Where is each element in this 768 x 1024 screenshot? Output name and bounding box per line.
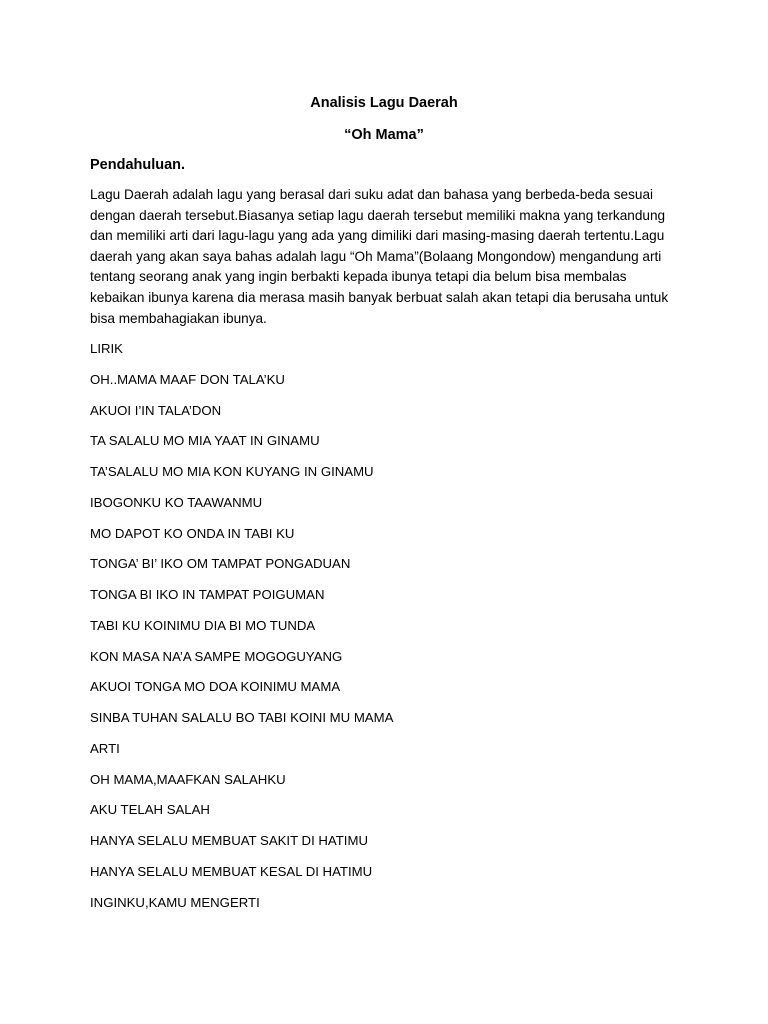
translation-line: HANYA SELALU MEMBUAT SAKIT DI HATIMU [90,833,368,848]
section-heading: Pendahuluan. [90,157,186,173]
lyric-line: TA SALALU MO MIA YAAT IN GINAMU [90,433,320,449]
lyric-line: MO DAPOT KO ONDA IN TABI KU [90,525,295,541]
lyric-line: TA’SALALU MO MIA KON KUYANG IN GINAMU [90,464,374,479]
translation-line: HANYA SELALU MEMBUAT KESAL DI HATIMU [90,863,373,879]
intro-line: dengan daerah tersebut.Biasanya setiap lagu daerah tersebut memiliki makna yang terkandung [90,207,666,223]
lyric-line: AKUOI TONGA MO DOA KOINIMU MAMA [90,679,341,695]
intro-line: kebaikan ibunya karena dia merasa masih banyak berbuat salah akan tetapi dia berusaha untuk [90,289,669,305]
lyric-line: TONGA’ BI’ IKO OM TAMPAT PONGADUAN [90,556,351,572]
translation-line: INGINKU,KAMU MENGERTI [90,894,260,910]
lyric-line: TABI KU KOINIMU DIA BI MO TUNDA [90,617,316,633]
lyric-line: TONGA BI IKO IN TAMPAT POIGUMAN [90,587,325,602]
lyric-line: KON MASA NA’A SAMPE MOGOGUYANG [90,648,343,664]
lyric-line: AKUOI I’IN TALA’DON [90,402,222,418]
translation-line: AKU TELAH SALAH [90,802,210,818]
intro-line: Lagu Daerah adalah lagu yang berasal dari suku adat dan bahasa yang berbeda-beda sesuai [90,187,654,202]
document-title: Analisis Lagu Daerah [310,95,458,111]
lyrics-label: LIRIK [90,341,123,356]
lyric-line: SINBA TUHAN SALALU BO TABI KOINI MU MAMA [90,710,394,725]
translation-line: OH MAMA,MAAFKAN SALAHKU [90,771,286,787]
translation-label: ARTI [90,740,120,756]
lyrics-list [90,340,690,924]
intro-paragraph [90,185,682,329]
intro-line: bisa membahagiakan ibunya. [90,310,267,326]
song-title: “Oh Mama” [344,127,424,143]
intro-line: daerah yang akan saya bahas adalah lagu “Oh Mama”(Bolaang Mongondow) mengandung arti [90,248,662,264]
intro-line: dan memiliki arti dari lagu-lagu yang ada yang dimiliki dari masing-masing daerah tertentu.Lagu [90,228,665,244]
lyric-line: OH..MAMA MAAF DON TALA’KU [90,371,285,387]
lyric-line: IBOGONKU KO TAAWANMU [90,494,263,510]
intro-line: tentang seorang anak yang ingin berbakti kepada ibunya tetapi dia belum bisa membalas [90,269,627,285]
